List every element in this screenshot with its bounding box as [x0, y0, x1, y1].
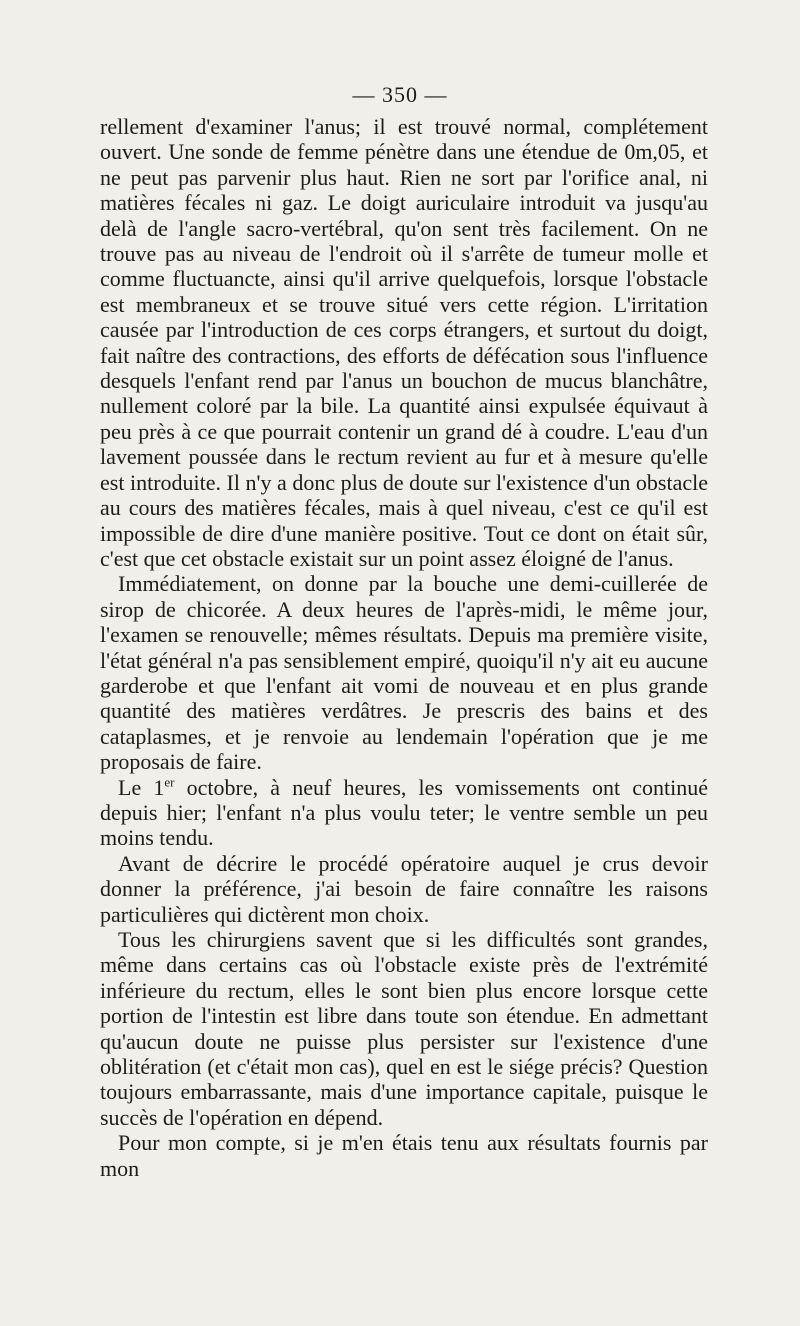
- page-number: — 350 —: [352, 82, 448, 107]
- ordinal-superscript: er: [164, 774, 175, 790]
- paragraph-1: rellement d'examiner l'anus; il est trouvé normal, complétement ouvert. Une sonde de femme pénètre dans une étendue de 0m,05, et ne peut pas parvenir plus haut. Rien ne sort par l'orifice anal, ni matières fécales ni gaz. Le doigt auriculaire introduit va jusqu'au delà de l'angle sacro-vertébral, qu'on sent très facilement. On ne trouve pas au niveau de l'endroit où il s'arrête de tumeur molle et comme fluctuancte, ainsi qu'il arrive quelquefois, lorsque l'obstacle est membraneux et se trouve situé vers cette région. L'irritation causée par l'introduction de ces corps étrangers, et surtout du doigt, fait naître des contractions, des efforts de défécation sous l'influence desquels l'enfant rend par l'anus un bouchon de mucus blanchâtre, nullement coloré par la bile. La quantité ainsi expulsée équivaut à peu près à ce que pourrait contenir un grand dé à coudre. L'eau d'un lavement poussée dans le rectum revient au fur et à mesure qu'elle est introduite. Il n'y a donc plus de doute sur l'existence d'un obstacle au cours des matières fécales, mais à quel niveau, c'est ce qu'il est impossible de dire d'une manière positive. Tout ce dont on était sûr, c'est que cet obstacle existait sur un point assez éloigné de l'anus.: [100, 114, 708, 571]
- paragraph-5: Tous les chirurgiens savent que si les difficultés sont grandes, même dans certains cas où l'obstacle existe près de l'extrémité inférieure du rectum, elles le sont bien plus encore lorsque cette portion de l'intestin est libre dans toute son étendue. En admettant qu'aucun doute ne puisse plus persister sur l'existence d'une oblitération (et c'était mon cas), quel en est le siége précis? Question toujours embarrassante, mais d'une importance capitale, puisque le succès de l'opération en dépend.: [100, 927, 708, 1130]
- paragraph-4: Avant de décrire le procédé opératoire auquel je crus devoir donner la préférence, j'ai besoin de faire connaître les raisons particulières qui dictèrent mon choix.: [100, 850, 708, 927]
- body-text: [100, 114, 708, 1181]
- paragraph-3: [100, 775, 708, 851]
- paragraph-2: Immédiatement, on donne par la bouche une demi-cuillerée de sirop de chicorée. A deux heures de l'après-midi, le même jour, l'examen se renouvelle; mêmes résultats. Depuis ma première visite, l'état général n'a pas sensiblement empiré, quoiqu'il n'y ait eu aucune garderobe et que l'enfant ait vomi de nouveau et en plus grande quantité des matières verdâtres. Je prescris des bains et des cataplasmes, et je renvoie au lendemain l'opération que je me proposais de faire.: [100, 571, 708, 775]
- paragraph-6: Pour mon compte, si je m'en étais tenu aux résultats fournis par mon: [100, 1130, 708, 1181]
- paragraph-3-lead: Le 1: [118, 774, 165, 800]
- paragraph-3-rest: octobre, à neuf heures, les vomissements ont continué depuis hier; l'enfant n'a plus voulu teter; le ventre semble un peu moins tendu.: [100, 774, 708, 851]
